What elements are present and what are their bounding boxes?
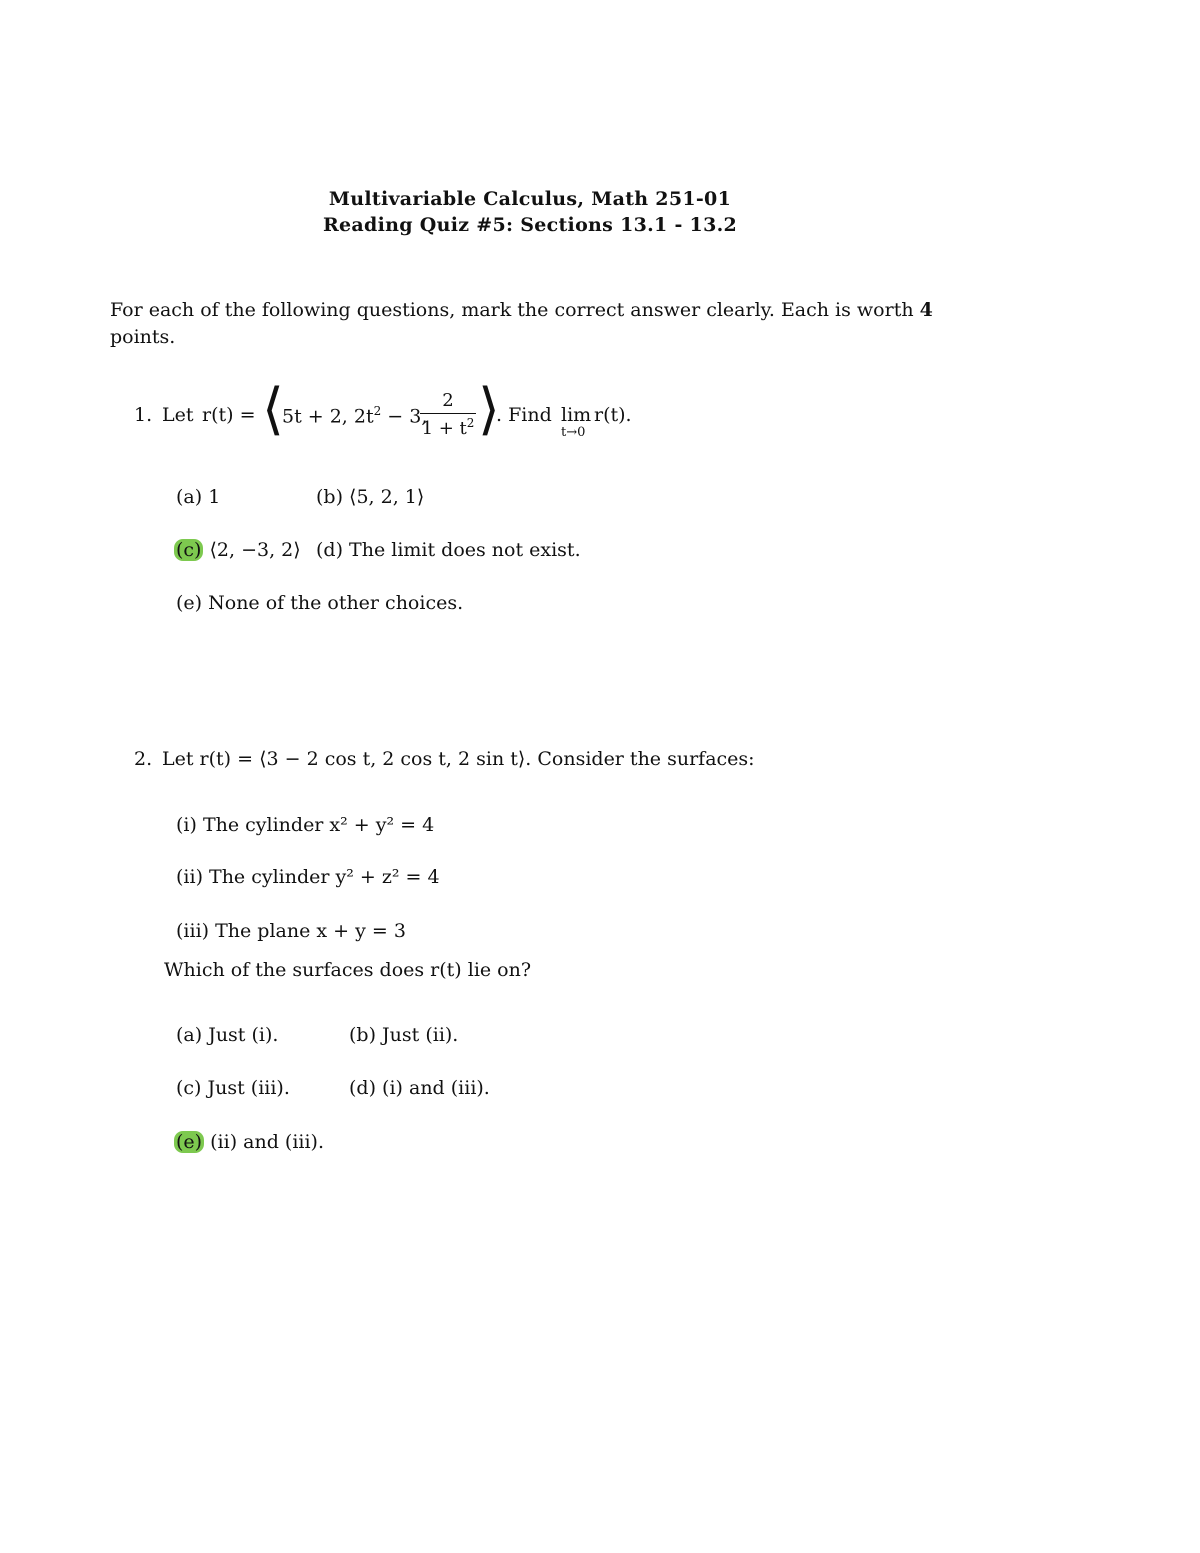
q1-option-d-text: The limit does not exist.: [349, 539, 581, 561]
q1-components: [282, 404, 427, 427]
q1-number: 1.: [134, 404, 153, 426]
q1-frac-den-wrap: [420, 416, 476, 439]
q1-option-a-text: 1: [208, 486, 221, 508]
left-angle-bracket: ⟨: [262, 377, 284, 442]
q1-comp-rest: − 3,: [381, 405, 428, 428]
q2-option-b-text: Just (ii).: [382, 1024, 459, 1046]
q2-option-b-label: (b): [349, 1024, 376, 1046]
q1-comp-text: 5t + 2, 2t: [282, 405, 374, 428]
quiz-subtitle: Reading Quiz #5: Sections 13.1 - 13.2: [322, 214, 738, 236]
q1-lim-sub: t→0: [561, 425, 586, 440]
instructions-text: For each of the following questions, mark the correct answer clearly. Each is worth: [110, 299, 920, 321]
document-title: Multivariable Calculus, Math 251-01: [328, 188, 732, 210]
q2-option-c-text: Just (iii).: [207, 1077, 290, 1099]
q1-frac-den-sq: 2: [466, 416, 475, 430]
q2-question: Which of the surfaces does r(t) lie on?: [164, 959, 532, 981]
q1-option-b-label: (b): [316, 486, 343, 508]
q1-lim-expr: r(t).: [594, 404, 632, 426]
q2-option-c-label: (c): [176, 1077, 202, 1099]
q2-option-e-label-highlighted: (e): [176, 1131, 203, 1153]
q2-option-d-label: (d): [349, 1077, 376, 1099]
q2-option-c[interactable]: [176, 1077, 290, 1099]
instructions-text-2: points.: [110, 326, 176, 348]
q2-surface-i: (i) The cylinder x² + y² = 4: [176, 814, 435, 836]
right-angle-bracket: ⟩: [478, 377, 500, 442]
q1-r-of-t: r(t) =: [202, 404, 256, 426]
q1-option-a-label: (a): [176, 486, 203, 508]
q1-option-d-label: (d): [316, 539, 343, 561]
q2-option-a-text: Just (i).: [208, 1024, 279, 1046]
q2-option-b[interactable]: [349, 1024, 458, 1046]
q2-number: 2.: [134, 748, 153, 770]
q1-option-e-text: None of the other choices.: [208, 592, 464, 614]
q1-option-b[interactable]: [316, 486, 424, 508]
q1-option-b-text: ⟨5, 2, 1⟩: [349, 486, 425, 508]
q1-frac-bar: [420, 413, 476, 414]
q2-option-e-text: (ii) and (iii).: [210, 1131, 325, 1153]
q2-option-a[interactable]: [176, 1024, 278, 1046]
q2-option-d-text: (i) and (iii).: [382, 1077, 490, 1099]
q2-stem: Let r(t) = ⟨3 − 2 cos t, 2 cos t, 2 sin t⟩. Consider the surfaces:: [162, 748, 755, 770]
q1-option-c[interactable]: [176, 539, 301, 561]
q1-option-e-label: (e): [176, 592, 203, 614]
q1-option-d[interactable]: [316, 539, 581, 561]
q1-let: Let: [162, 404, 194, 426]
q1-option-c-label-highlighted: (c): [176, 539, 202, 561]
q1-comp-sq: 2: [373, 404, 382, 418]
q1-find: . Find: [496, 404, 552, 426]
q1-option-c-text: ⟨2, −3, 2⟩: [209, 539, 301, 561]
q2-option-a-label: (a): [176, 1024, 203, 1046]
q2-option-d[interactable]: [349, 1077, 490, 1099]
q1-option-e[interactable]: [176, 592, 463, 614]
q2-surface-ii: (ii) The cylinder y² + z² = 4: [176, 866, 440, 888]
q2-option-e[interactable]: [176, 1131, 324, 1153]
q1-frac-den: 1 + t: [421, 418, 467, 439]
q2-surface-iii: (iii) The plane x + y = 3: [176, 920, 406, 942]
q1-lim: lim: [561, 404, 592, 426]
q1-frac-num: 2: [442, 390, 454, 411]
instructions: [110, 297, 970, 351]
points-value: 4: [919, 299, 933, 321]
q1-option-a[interactable]: [176, 486, 220, 508]
q1-fraction: [420, 390, 476, 439]
